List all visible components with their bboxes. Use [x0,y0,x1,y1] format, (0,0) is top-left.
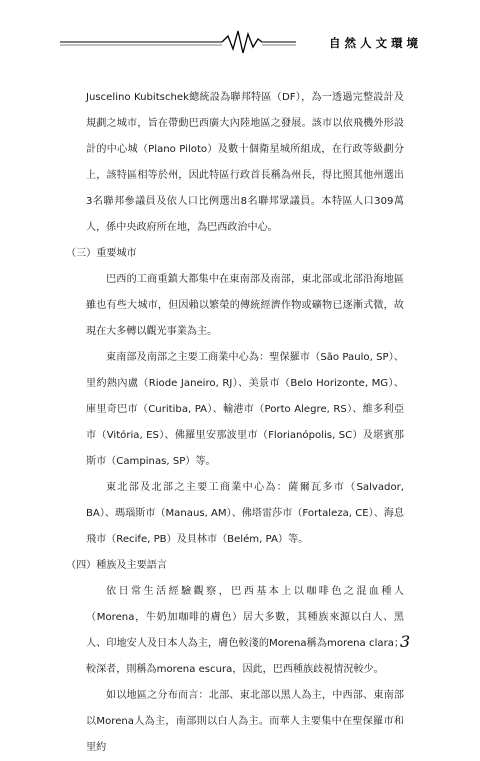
paragraph-northeast-north-cities: 東北部及北部之主要工商業中心為：薩爾瓦多市（Salvador, BA）、瑪瑙斯市（Manaus, AM）、佛塔雷莎市（Fortaleza, CE）、海息飛市（Recife, PB）及貝林市（Belém, PA）等。 [86,482,404,545]
page-body [66,85,404,761]
header-title: 自然人文環境 [329,36,422,50]
paragraph-ethnic-groups: 依日常生活經驗觀察，巴西基本上以咖啡色之混血種人（Morena，牛奶加咖啡的膚色）居大多數，其種族來源以白人、黑人、印地安人及日本人為主，膚色較淺的Morena稱為morena clara；較深者，則稱為morena escura，因此，巴西種族歧視情況較少。 [86,586,404,675]
paragraph-industrial-centers: 巴西的工商重鎮大都集中在東南部及南部，東北部或北部沿海地區雖也有些大城市，但因賴以繁榮的傳統經濟作物或礦物已逐漸式微，故現在大多轉以觀光事業為主。 [86,274,404,337]
page-number: 3 [400,632,411,651]
paragraph-southeast-south-cities: 東南部及南部之主要工商業中心為：聖保羅市（São Paulo, SP）、里約熱內盧（Riode Janeiro, RJ）、美景市（Belo Horizonte, MG）、庫里奇巴市（Curitiba, PA）、輸港市（Porto Alegre, RS）、維多利亞市（Vitória, ES）、佛羅里安那波里市（Florianópolis, SC）及堪賓那斯市（Campinas, SP）等。 [86,352,404,467]
section-heading-important-cities: （三）重要城市 [66,248,137,259]
paragraph-regional-distribution: 如以地區之分布而言：北部、東北部以黑人為主，中西部、東南部以Morena人為主，南部則以白人為主。而華人主要集中在聖保羅市和里約 [86,690,404,753]
paragraph-brasilia: Juscelino Kubitschek總統設為聯邦特區（DF），為一透過完整設計及規劃之城市，旨在帶動巴西廣大內陸地區之發展。該市以依飛機外形設計的中心城（Plano Piloto）及數十個衛星城所組成，在行政等級劃分上，該特區相等於州，因此特區行政首長稱為州長，得比照其他州選出3名聯邦參議員及依人口比例選出8名聯邦眾議員。本特區人口309萬人，係中央政府所在地，為巴西政治中心。 [86,92,404,233]
section-heading-ethnicity-language: （四）種族及主要語言 [66,560,167,571]
running-header [0,22,480,62]
